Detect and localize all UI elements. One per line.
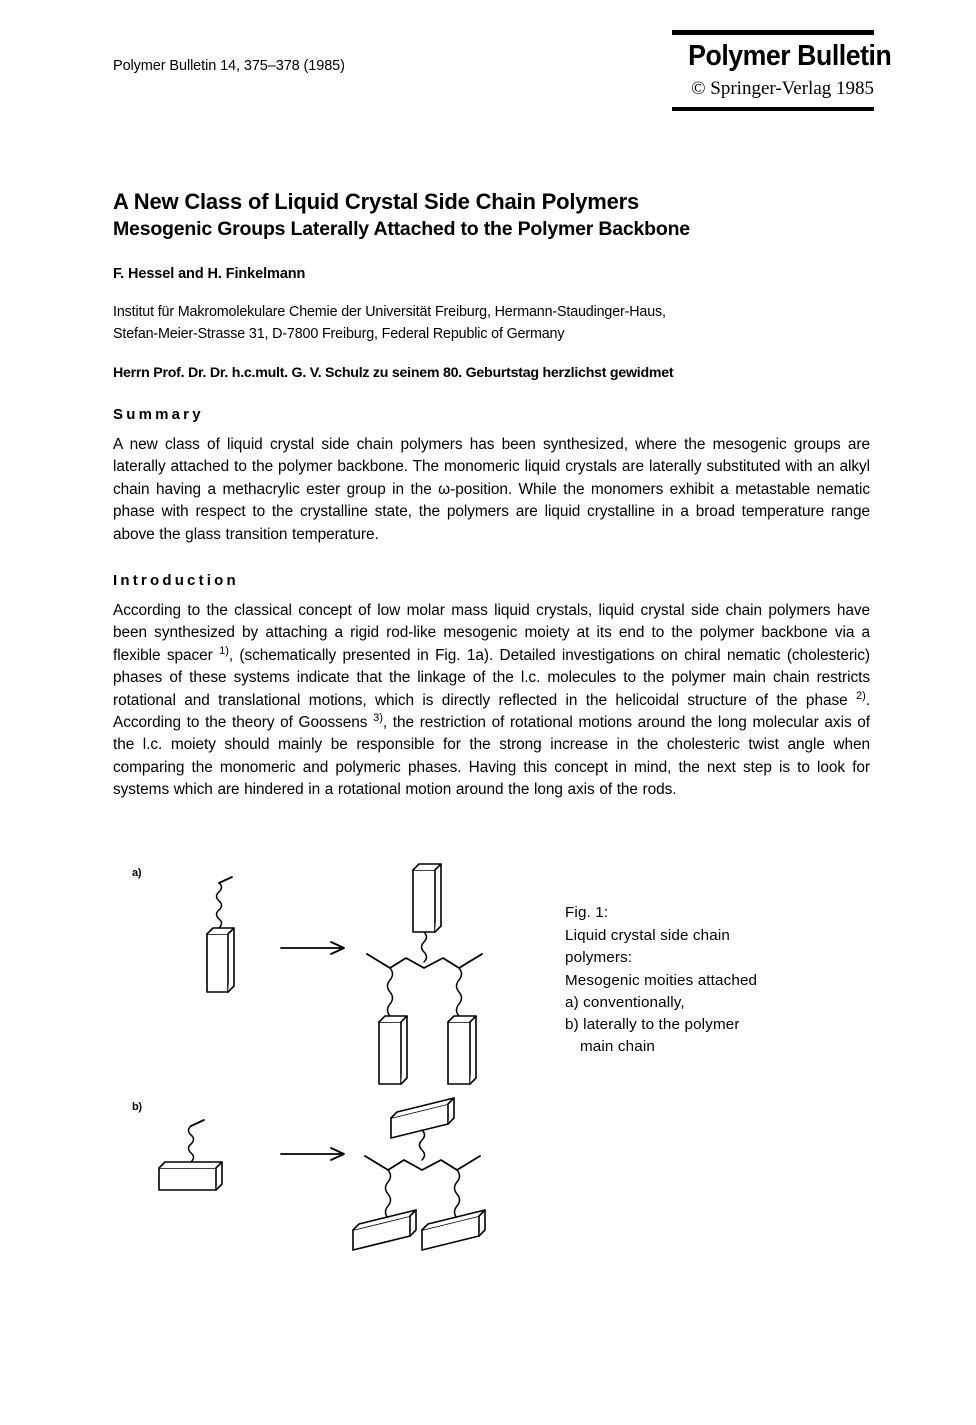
figure-caption-line-2: polymers: (565, 949, 633, 967)
figure-1-schematic (113, 858, 553, 1258)
reference-marker-1: 1) (219, 645, 229, 658)
affiliation-line-2: Stefan-Meier-Strasse 31, D-7800 Freiburg, Federal Republic of Germany (113, 325, 565, 342)
journal-citation: Polymer Bulletin 14, 375–378 (1985) (113, 58, 345, 74)
panel-b-polymer (353, 1098, 485, 1250)
page-title: A New Class of Liquid Crystal Side Chain Polymers (113, 189, 640, 214)
intro-part-4: , the restriction of rotational motions around the long molecular axis of the l.c. moiety should mainly be responsible for the strong increase in the cholesteric twist angle when comparing the monomeric and polymeric phases. Having this concept in mind, the next step is to look for systems which are hindered in a rotational motion around the long axis of the rods. (113, 714, 870, 799)
panel-a-monomer (207, 877, 234, 992)
summary-section (113, 406, 870, 546)
panel-a-polymer (367, 864, 482, 1084)
summary-text: A new class of liquid crystal side chain polymers has been synthesized, where the mesogenic groups are laterally attached to the polymer backbone. The monomeric liquid crystals are laterally substituted with an alkyl chain having a methacrylic ester group in the ω-position. While the monomers exhibit a metastable nematic phase with respect to the crystalline state, the polymers are liquid crystalline in a broad temperature range above the glass transition temperature. (113, 436, 870, 543)
affiliation-line-1: Institut für Makromolekulare Chemie der Universität Freiburg, Hermann-Staudinger-Haus, (113, 303, 666, 320)
introduction-section (113, 572, 870, 802)
affiliation (113, 302, 875, 345)
journal-title: Polymer Bulletin (688, 40, 892, 72)
figure-panel-b-label: b) (132, 1101, 142, 1113)
figure-caption-line-6: main chain (580, 1038, 655, 1056)
title-block (113, 189, 875, 381)
figure-caption-line-3: Mesogenic moities attached (565, 971, 758, 989)
author-list: F. Hessel and H. Finkelmann (113, 265, 306, 282)
figure-panel-a-label: a) (132, 867, 142, 879)
dedication: Herrn Prof. Dr. Dr. h.c.mult. G. V. Schulz zu seinem 80. Geburtstag herzlichst gewidmet (113, 365, 674, 382)
introduction-text (113, 600, 870, 802)
introduction-heading: Introduction (113, 572, 239, 589)
panel-b-monomer (159, 1120, 222, 1190)
reference-marker-3: 3) (373, 712, 383, 725)
journal-masthead (672, 30, 892, 111)
figure-caption-line-4: a) conventionally, (565, 993, 685, 1011)
figure-1 (113, 858, 875, 1258)
page-subtitle: Mesogenic Groups Laterally Attached to the Polymer Backbone (113, 218, 690, 241)
intro-part-3: . According to the theory of Goossens (113, 691, 870, 732)
summary-heading: Summary (113, 406, 204, 423)
masthead-rule-top (672, 30, 874, 35)
panel-a-arrow (281, 942, 344, 954)
figure-caption-line-5: b) laterally to the polymer (565, 1015, 740, 1033)
reference-marker-2: 2) (856, 689, 866, 702)
panel-b-arrow (281, 1148, 344, 1160)
masthead-rule-bottom (672, 107, 874, 111)
intro-part-2: , (schematically presented in Fig. 1a). Detailed investigations on chiral nematic (cholesteric) phases of these systems indicate that the linkage of the l.c. molecules to the polymer main chain restricts rotational and translational motions, which is directly reflected in the helicoidal structure of the phase (113, 646, 870, 709)
intro-part-1: According to the classical concept of low molar mass liquid crystals, liquid crystal side chain polymers have been synthesized by attaching a rigid rod-like mesogenic moiety at its end to the polymer backbone via a flexible spacer (113, 602, 870, 664)
figure-1-caption (565, 902, 837, 1058)
figure-caption-title: Fig. 1: (565, 904, 609, 921)
copyright-notice: © Springer-Verlag 1985 (691, 78, 874, 99)
figure-caption-line-1: Liquid crystal side chain (565, 927, 730, 945)
